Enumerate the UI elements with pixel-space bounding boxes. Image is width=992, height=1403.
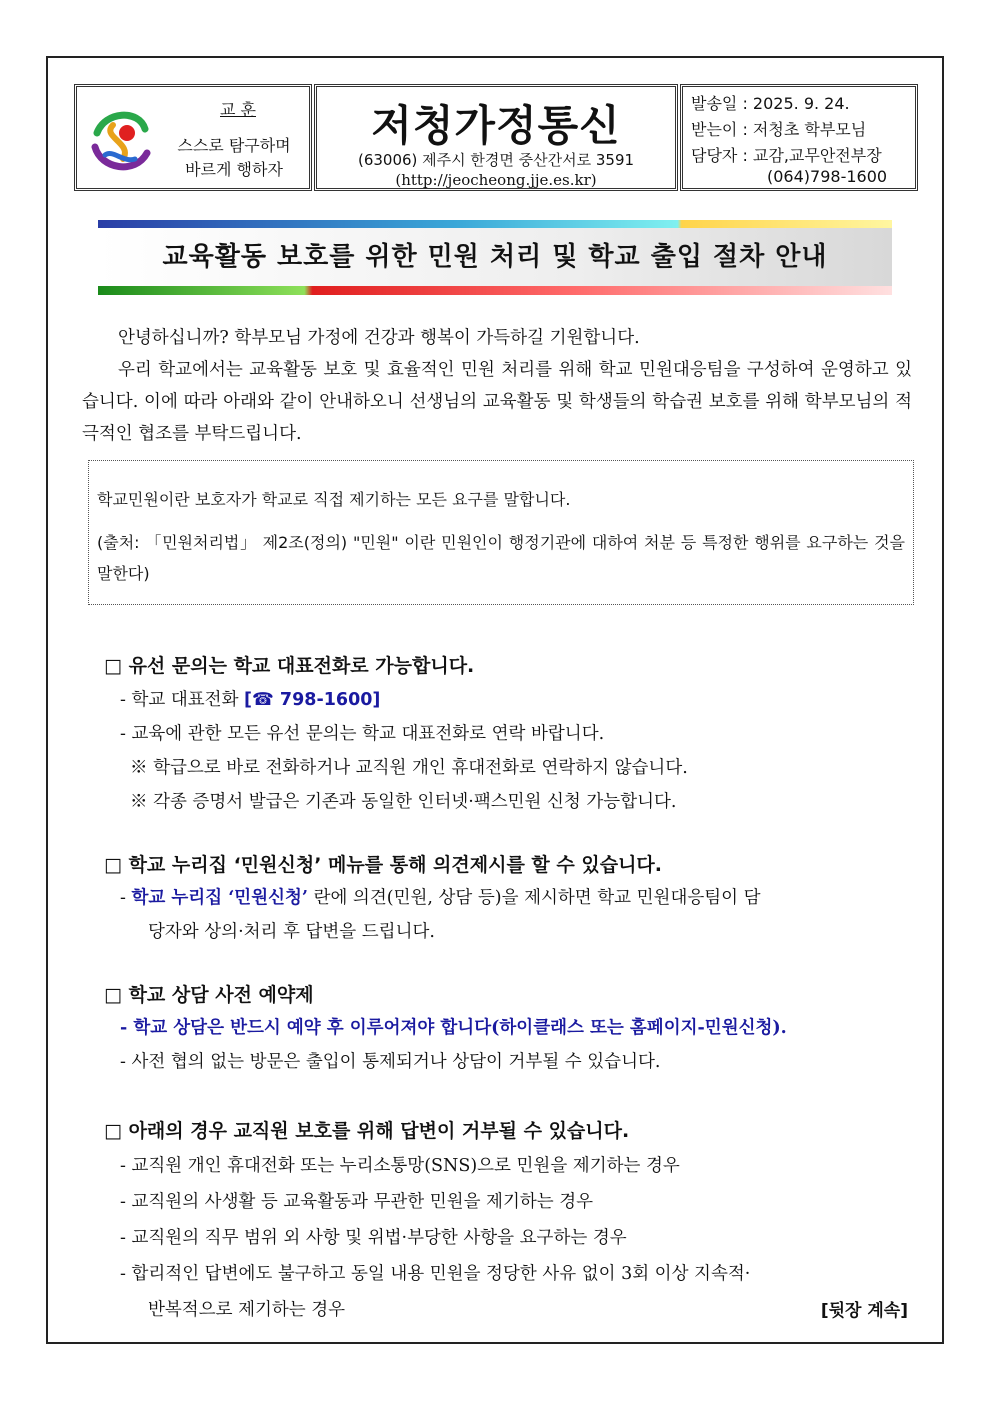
homepage-complaint-menu: 학교 누리집 ‘민원신청’ bbox=[131, 888, 308, 908]
title-box bbox=[314, 84, 678, 191]
title-banner bbox=[98, 220, 892, 296]
section-refusal-line-4: - 합리적인 답변에도 불구하고 동일 내용 민원을 정당한 사유 없이 3회 이상 지속적· bbox=[120, 1264, 751, 1284]
motto-box bbox=[74, 84, 312, 191]
info-box bbox=[680, 84, 918, 191]
definition-source: (출처: 「민원처리법」 제2조(정의) "민원" 이란 민원인이 행정기관에 대하여 처분 등 특정한 행위를 요구하는 것을 말한다) bbox=[97, 533, 905, 583]
section-online-line-1-rest: 란에 의견(민원, 상담 등)을 제시하면 학교 민원대응팀이 담 bbox=[308, 888, 761, 908]
phone-label: - 학교 대표전화 bbox=[120, 690, 245, 710]
section-reservation-line-2: - 사전 협의 없는 방문은 출입이 통제되거나 상담이 거부될 수 있습니다. bbox=[120, 1052, 661, 1072]
intro-greeting: 안녕하십니까? 학부모님 가정에 건강과 행복이 가득하길 기원합니다. bbox=[118, 328, 640, 348]
recipient: 받는이 : 저청초 학부모님 bbox=[691, 120, 867, 139]
banner-title: 교육활동 보호를 위한 민원 처리 및 학교 출입 절차 안내 bbox=[162, 242, 828, 272]
dash: - bbox=[120, 888, 132, 908]
section-refusal-line-3: - 교직원의 직무 범위 외 사항 및 위법·부당한 사항을 요구하는 경우 bbox=[120, 1228, 627, 1248]
definition-box bbox=[88, 460, 914, 605]
contact-phone: (064)798-1600 bbox=[767, 167, 888, 186]
intro-body: 우리 학교에서는 교육활동 보호 및 효율적인 민원 처리를 위해 학교 민원대응팀을 구성하여 운영하고 있습니다. 이에 따라 아래와 같이 안내하오니 선생님의 교육활동 및 학생들의 학습권 보호를 위해 학부모님의 적극적인 협조를 부탁드립니다. bbox=[82, 360, 912, 444]
definition-line: 학교민원이란 보호자가 학교로 직접 제기하는 모든 요구를 말합니다. bbox=[97, 490, 571, 509]
motto-line-2: 바르게 행하자 bbox=[185, 160, 283, 179]
section-phone-line-1 bbox=[120, 686, 380, 711]
section-phone-note-1: ※ 학급으로 바로 전화하거나 교직원 개인 휴대전화로 연락하지 않습니다. bbox=[130, 758, 688, 778]
section-refusal-line-5: 반복적으로 제기하는 경우 bbox=[148, 1300, 346, 1320]
send-date: 발송일 : 2025. 9. 24. bbox=[691, 94, 850, 113]
banner-bottom-stripe bbox=[98, 286, 892, 295]
banner-top-stripe bbox=[98, 220, 892, 228]
section-phone-title: □ 유선 문의는 학교 대표전화로 가능합니다. bbox=[104, 655, 475, 677]
section-phone-note-2: ※ 각종 증명서 발급은 기존과 동일한 인터넷·팩스민원 신청 가능합니다. bbox=[130, 792, 677, 812]
section-online-line-1 bbox=[120, 884, 761, 909]
section-reservation-title: □ 학교 상담 사전 예약제 bbox=[104, 984, 314, 1006]
motto-line-1: 스스로 탐구하며 bbox=[177, 136, 291, 155]
school-url: (http://jeocheong.jje.es.kr) bbox=[395, 171, 597, 189]
newsletter-title: 저청가정통신 bbox=[371, 101, 621, 150]
motto-title: 교 훈 bbox=[220, 100, 256, 119]
section-refusal-line-2: - 교직원의 사생활 등 교육활동과 무관한 민원을 제기하는 경우 bbox=[120, 1192, 594, 1212]
contact-person: 담당자 : 교감,교무안전부장 bbox=[691, 146, 882, 165]
school-phone-number: [☎ 798-1600] bbox=[244, 690, 381, 710]
section-phone-line-2: - 교육에 관한 모든 유선 문의는 학교 대표전화로 연락 바랍니다. bbox=[120, 724, 605, 744]
section-online-title: □ 학교 누리집 ‘민원신청’ 메뉴를 통해 의견제시를 할 수 있습니다. bbox=[104, 854, 662, 876]
newsletter-header bbox=[74, 84, 918, 191]
section-online-line-2: 당자와 상의·처리 후 답변을 드립니다. bbox=[148, 922, 435, 942]
section-refusal-line-1: - 교직원 개인 휴대전화 또는 누리소통망(SNS)으로 민원을 제기하는 경우 bbox=[120, 1156, 680, 1176]
section-refusal-title: □ 아래의 경우 교직원 보호를 위해 답변이 거부될 수 있습니다. bbox=[104, 1120, 630, 1142]
section-reservation-line-1: - 학교 상담은 반드시 예약 후 이루어져야 합니다(하이클래스 또는 홈페이지-민원신청). bbox=[120, 1018, 787, 1038]
continued-note: [뒷장 계속] bbox=[820, 1301, 908, 1321]
school-logo-icon bbox=[83, 103, 159, 179]
school-address: (63006) 제주시 한경면 중산간서로 3591 bbox=[357, 151, 635, 169]
